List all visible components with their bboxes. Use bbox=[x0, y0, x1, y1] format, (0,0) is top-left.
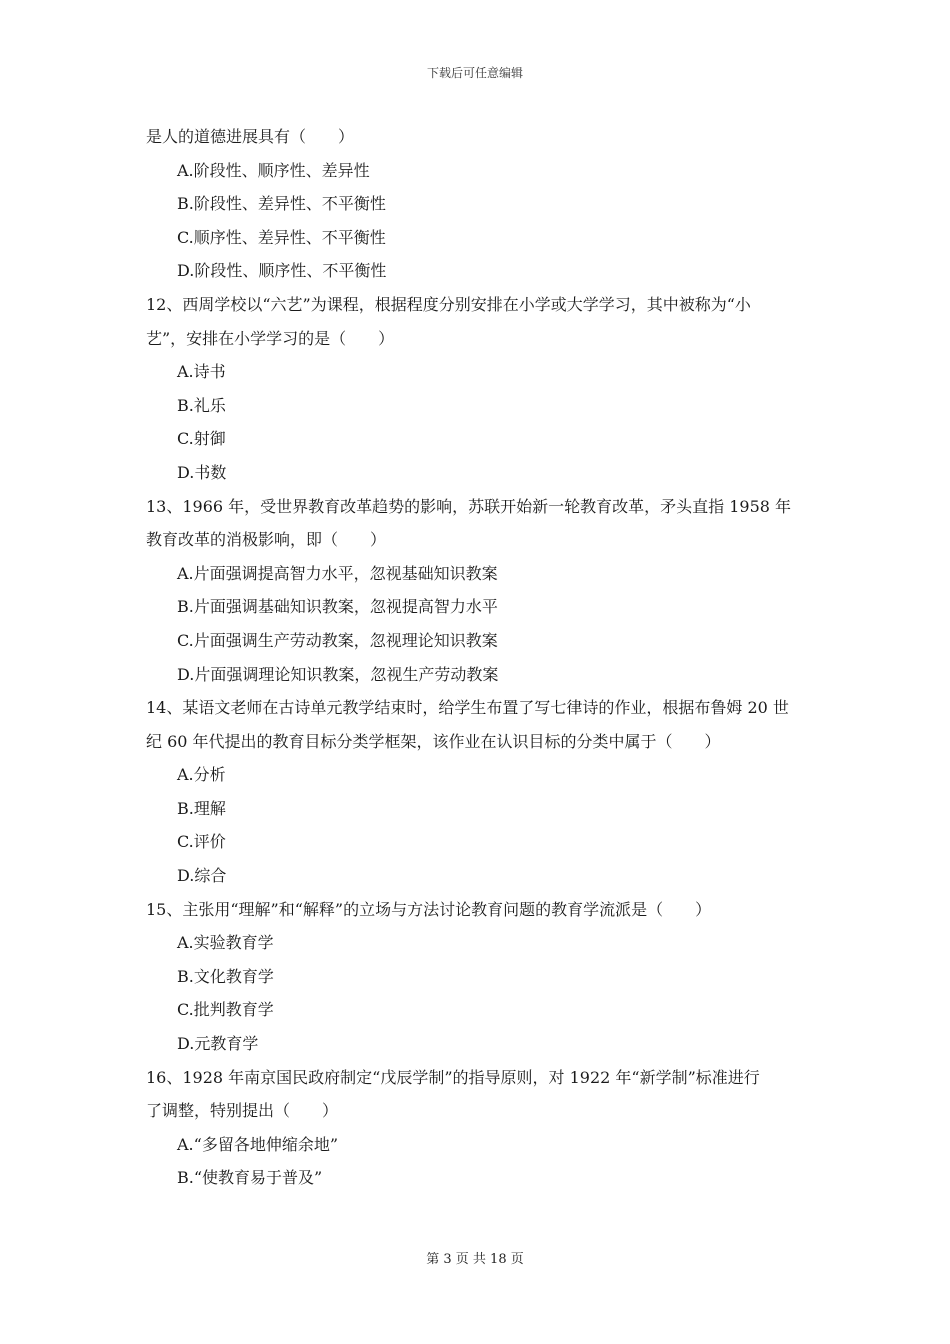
option-d: D.阶段性、顺序性、不平衡性 bbox=[177, 261, 387, 281]
question-block bbox=[146, 893, 810, 1061]
question-stem: 13、1966 年，受世界教育改革趋势的影响，苏联开始新一轮教育改革，矛头直指 1958 年 bbox=[146, 496, 792, 516]
option-a: A.阶段性、顺序性、差异性 bbox=[177, 160, 370, 180]
option-b: B.理解 bbox=[177, 798, 226, 818]
option-b: B.文化教育学 bbox=[177, 966, 274, 986]
question-stem: 14、某语文老师在古诗单元教学结束时，给学生布置了写七律诗的作业，根据布鲁姆 20 世 bbox=[146, 698, 789, 718]
question-stem: 15、主张用“理解”和“解释”的立场与方法讨论教育问题的教育学流派是（ ） bbox=[146, 899, 712, 919]
option-c: C.批判教育学 bbox=[177, 1000, 274, 1020]
question-stem-continued: 了调整，特别提出（ ） bbox=[146, 1101, 339, 1121]
question-block bbox=[146, 490, 810, 692]
question-stem-continued: 纪 60 年代提出的教育目标分类学框架，该作业在认识目标的分类中属于（ ） bbox=[146, 731, 721, 751]
question-block bbox=[146, 288, 810, 490]
option-b: B.片面强调基础知识教案，忽视提高智力水平 bbox=[177, 597, 498, 617]
option-b: B.礼乐 bbox=[177, 395, 226, 415]
option-d: D.元教育学 bbox=[177, 1034, 259, 1054]
option-c: C.片面强调生产劳动教案，忽视理论知识教案 bbox=[177, 630, 498, 650]
option-c: C.顺序性、差异性、不平衡性 bbox=[177, 227, 386, 247]
question-block bbox=[146, 691, 810, 893]
option-d: D.书数 bbox=[177, 462, 227, 482]
question-stem-continued: 教育改革的消极影响，即（ ） bbox=[146, 530, 387, 550]
option-c: C.评价 bbox=[177, 832, 226, 852]
page-footer: 第 3 页 共 18 页 bbox=[426, 1252, 524, 1267]
question-stem: 12、西周学校以“六艺”为课程，根据程度分别安排在小学或大学学习，其中被称为“小 bbox=[146, 294, 751, 314]
option-c: C.射御 bbox=[177, 429, 226, 449]
question-stem-continued: 艺”，安排在小学学习的是（ ） bbox=[146, 328, 395, 348]
document-body bbox=[146, 120, 810, 1195]
option-a: A.“多留各地伸缩余地” bbox=[177, 1134, 339, 1154]
option-a: A.分析 bbox=[177, 765, 226, 785]
question-stem: 16、1928 年南京国民政府制定“戊辰学制”的指导原则，对 1922 年“新学制”标准进行 bbox=[146, 1067, 760, 1087]
question-stem: 是人的道德进展具有（ ） bbox=[146, 127, 355, 146]
option-b: B.阶段性、差异性、不平衡性 bbox=[177, 194, 386, 214]
option-a: A.实验教育学 bbox=[177, 933, 274, 953]
option-d: D.片面强调理论知识教案，忽视生产劳动教案 bbox=[177, 664, 499, 684]
page-header: 下载后可任意编辑 bbox=[426, 66, 523, 80]
option-d: D.综合 bbox=[177, 866, 227, 886]
option-a: A.片面强调提高智力水平，忽视基础知识教案 bbox=[177, 563, 498, 583]
question-block bbox=[146, 1061, 810, 1195]
option-b: B.“使教育易于普及” bbox=[177, 1168, 323, 1188]
question-block bbox=[146, 120, 810, 288]
option-a: A.诗书 bbox=[177, 362, 226, 382]
